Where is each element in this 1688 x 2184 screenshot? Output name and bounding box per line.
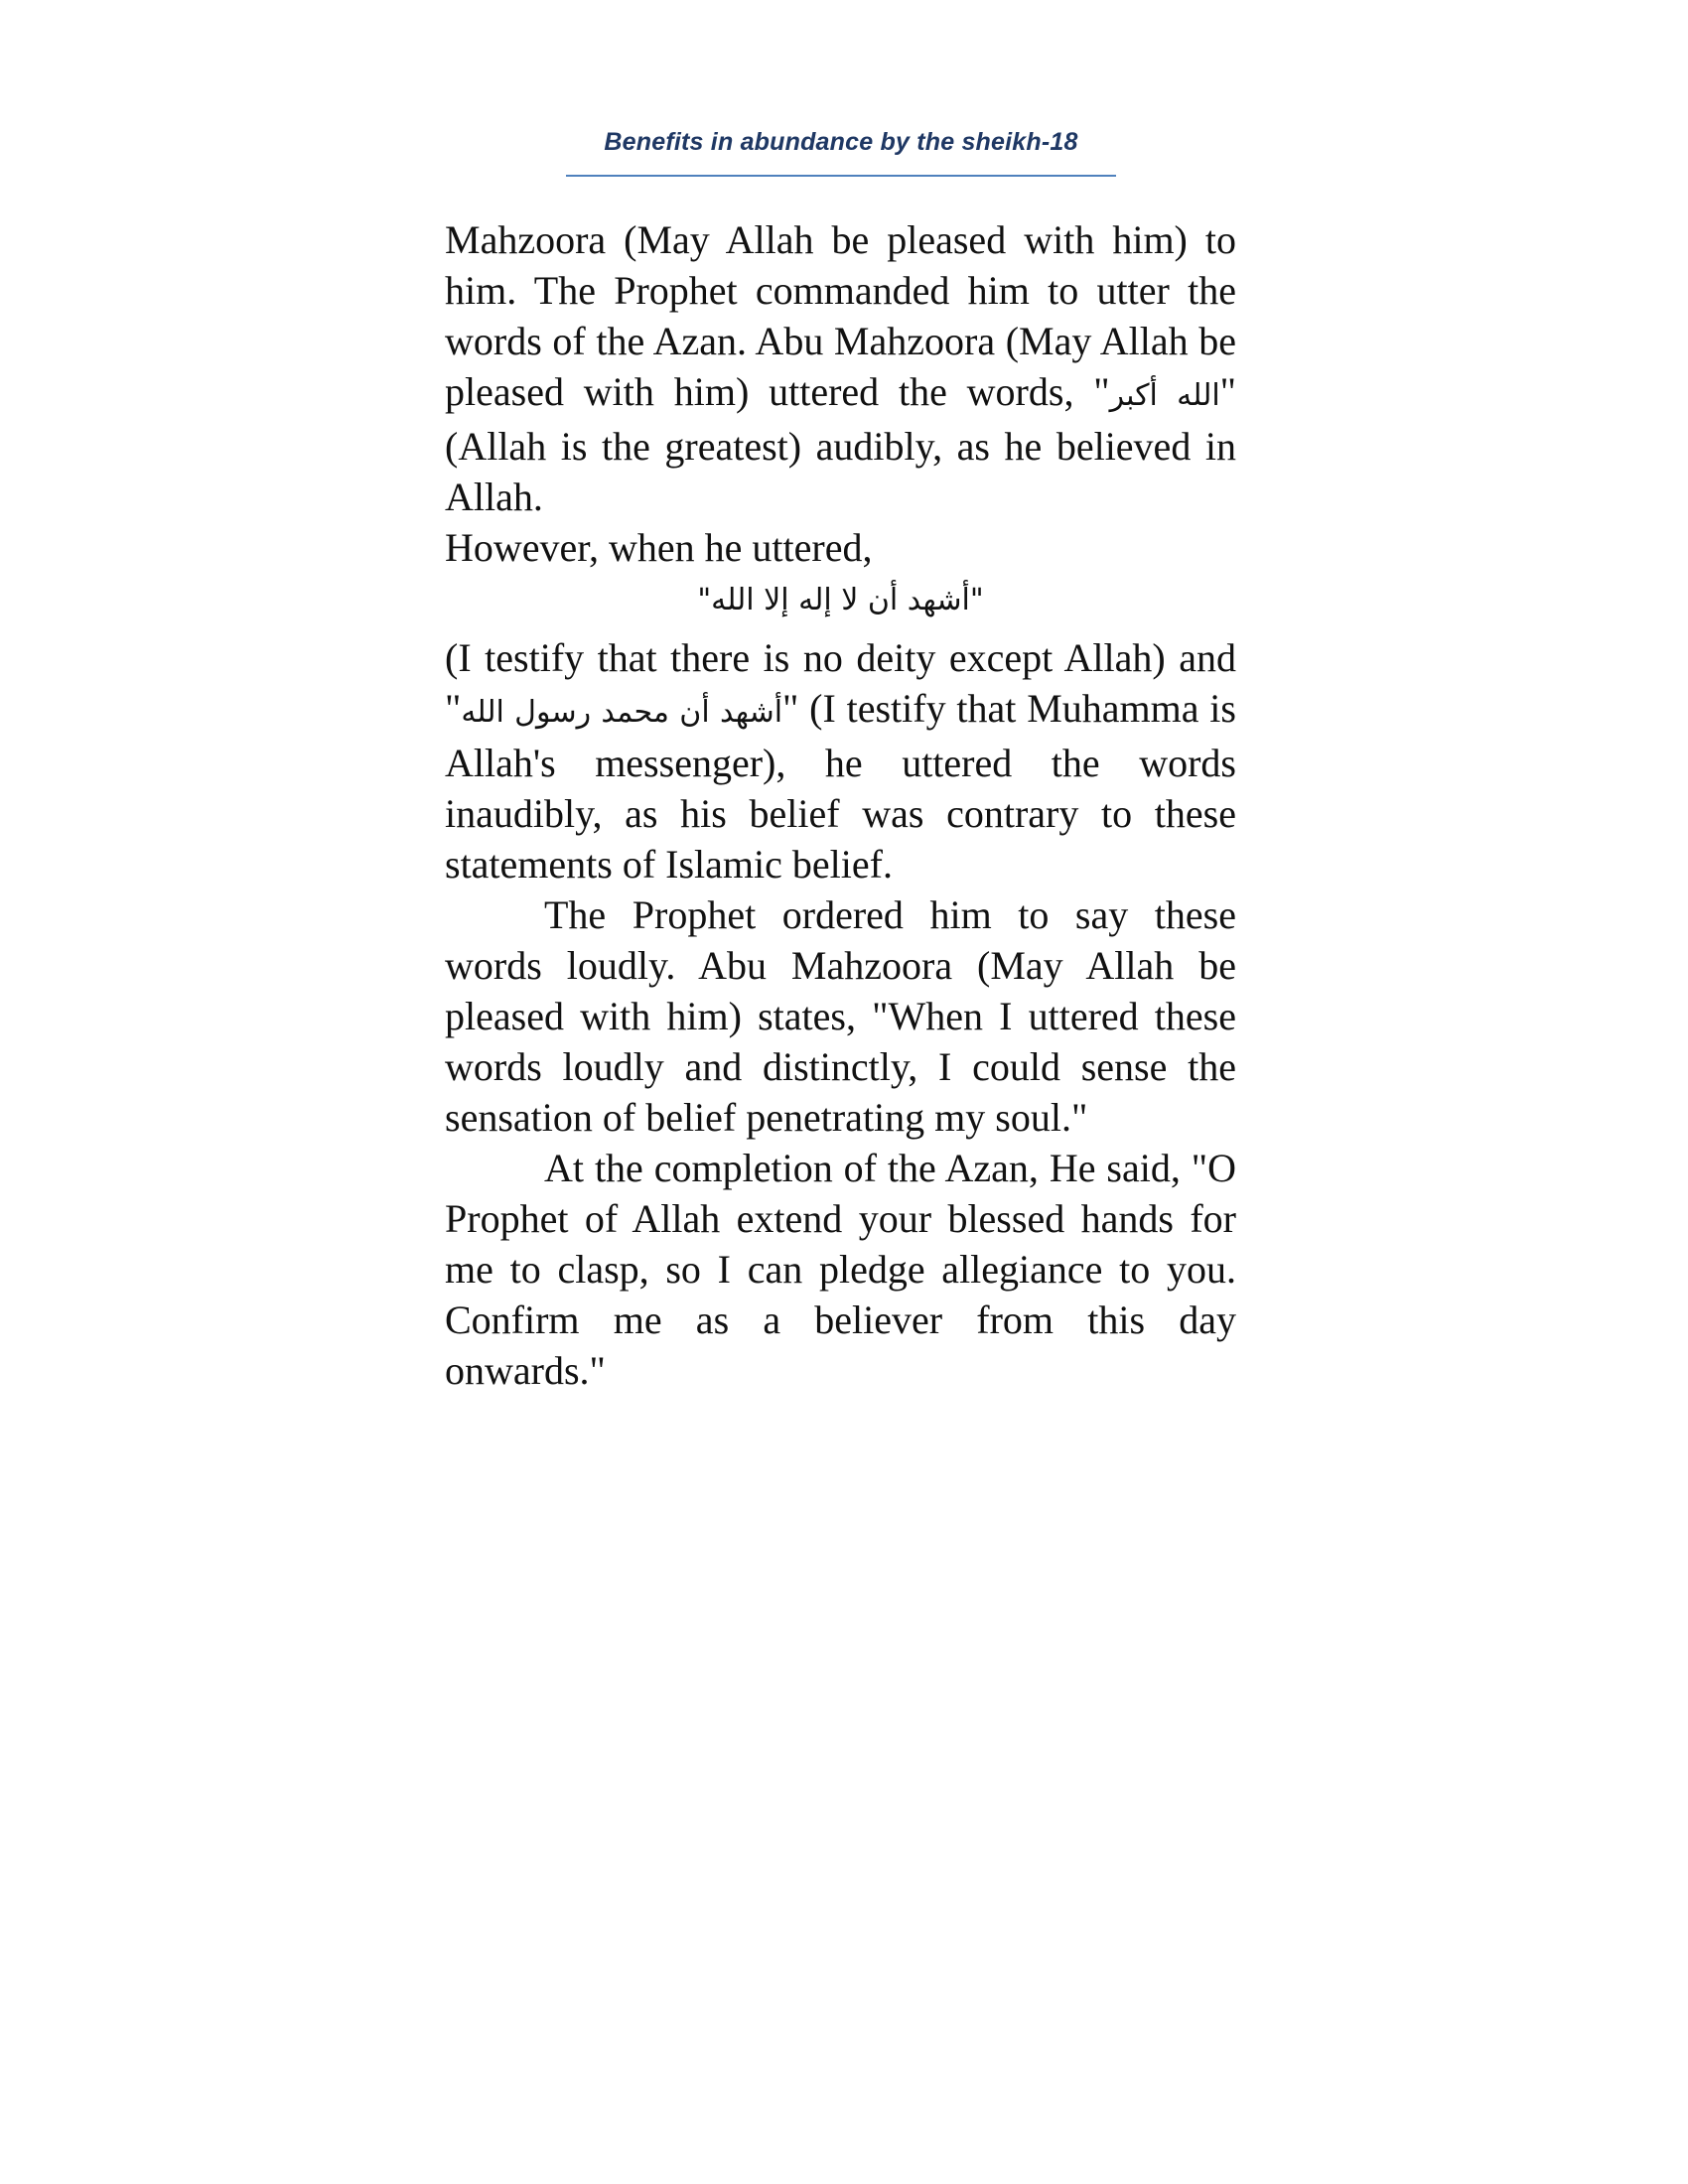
arabic-shahada-2: أشهد أن محمد رسول الله (461, 695, 783, 730)
paragraph-1-text-b: " (Allah is the greatest) audibly, as he believed in Allah. (445, 369, 1236, 519)
paragraph-5: At the completion of the Azan, He said, "O Prophet of Allah extend your blessed hands for me to clasp, so I can pledge allegiance to you. Confirm me as a believer from this day onwards." (445, 1146, 1236, 1393)
page-header (566, 125, 1116, 159)
header-title: Benefits in abundance by the sheikh-18 (604, 128, 1078, 156)
body-text (445, 214, 1236, 1396)
paragraph-1 (445, 214, 1236, 522)
paragraph-3 (445, 632, 1236, 889)
paragraph-3-text-a: (I testify that there is no deity except Allah) and " (445, 635, 1236, 731)
paragraph-1-text-a: Mahzoora (May Allah be pleased with him) to him. The Prophet commanded him to utter the words of the Azan. Abu Mahzoora (May Allah be pleased with him) uttered the words, " (445, 217, 1236, 414)
arabic-shahada-line: "أشهد أن لا إله إلا الله" (697, 583, 984, 617)
paragraph-3-text-b: " (I testify that Muhamma is Allah's messenger), he uttered the words inaudibly, as his belief was contrary to these statements of Islamic belief. (445, 686, 1236, 887)
arabic-takbir: الله أكبر (1109, 378, 1220, 413)
paragraph-2: However, when he uttered, (445, 525, 873, 570)
paragraph-4: The Prophet ordered him to say these words loudly. Abu Mahzoora (May Allah be pleased with him) states, "When I uttered these words loudly and distinctly, I could sense the sensation of belief penetrating my soul." (445, 892, 1236, 1140)
header-divider (566, 175, 1116, 177)
